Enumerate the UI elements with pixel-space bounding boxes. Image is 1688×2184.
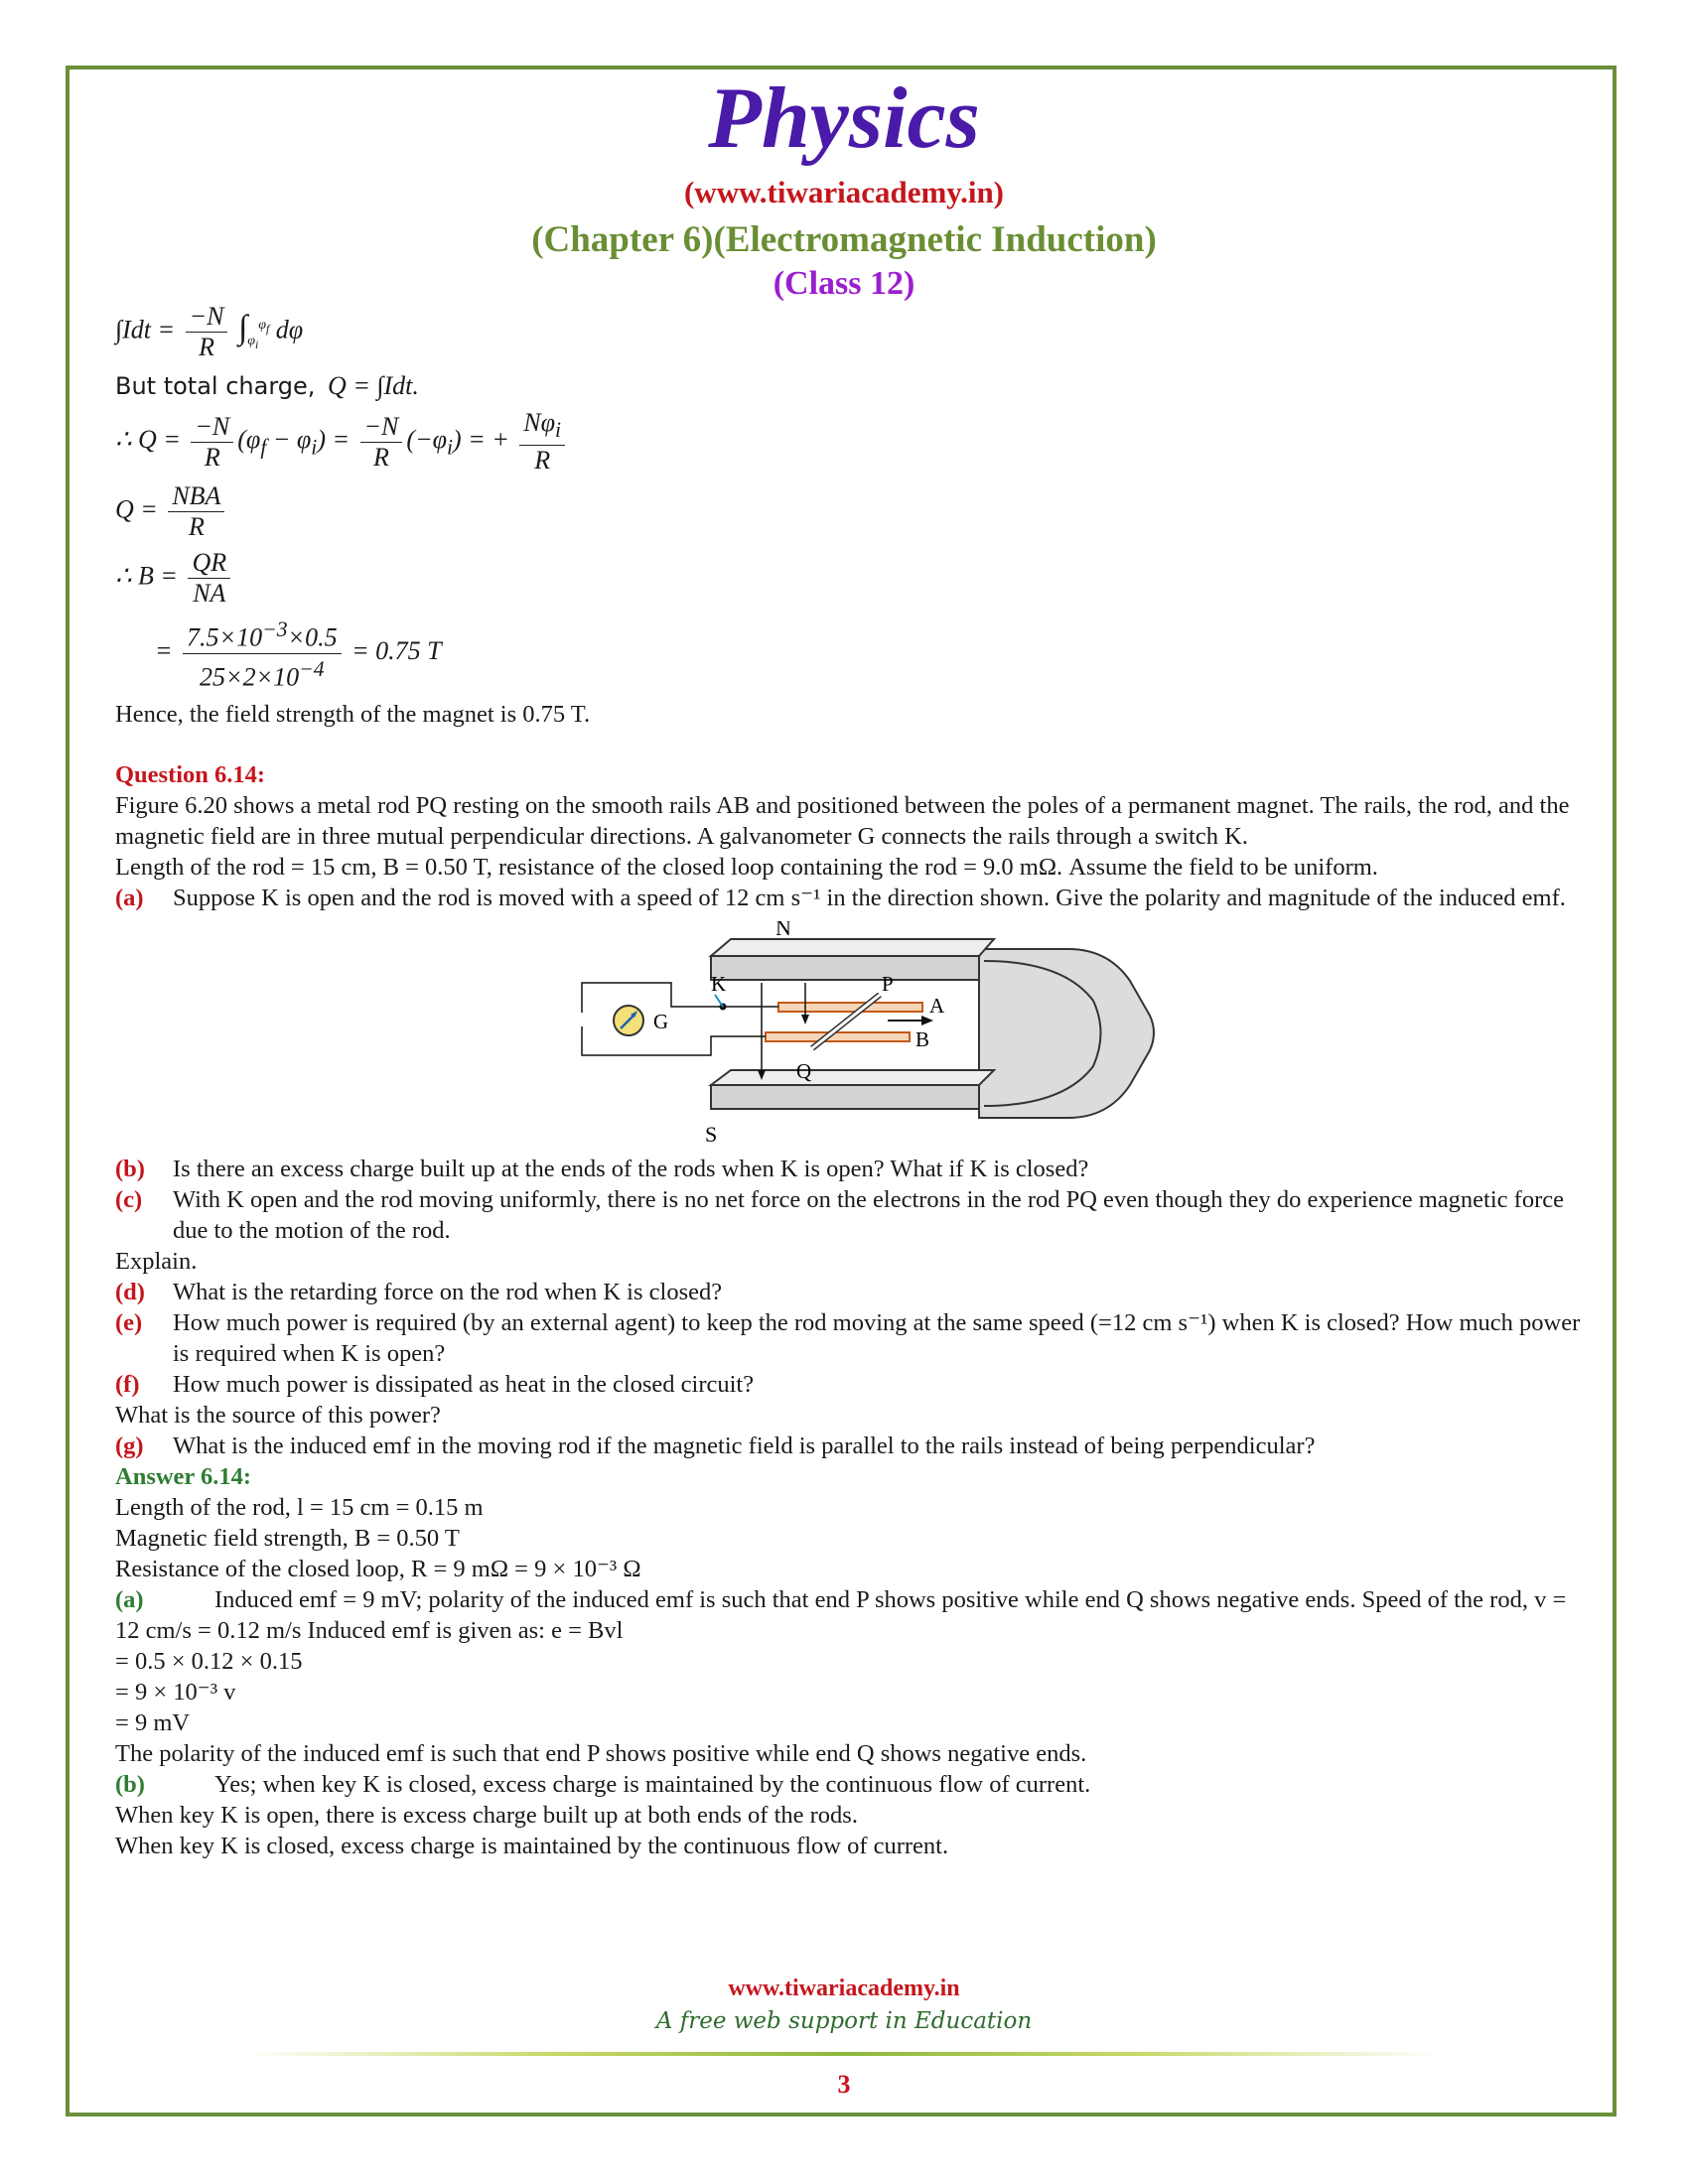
question-part-c (115, 1184, 1585, 1246)
north-pole-top (711, 939, 994, 956)
part-label: (e) (115, 1308, 143, 1336)
page-title: Physics (708, 70, 980, 167)
part-text: How much power is dissipated as heat in the closed circuit? (173, 1370, 755, 1398)
figure-6-20 (115, 921, 1585, 1150)
part-label: (a) (115, 884, 144, 911)
answer-part-text: Induced emf = 9 mV; polarity of the induced emf is such that end P shows positive while end Q shows negative ends. Speed of the rod, v = 12 cm/s = 0.12 m/s Induced emf is given as: e = Bvl (115, 1585, 1567, 1644)
footer-site-link[interactable]: www.tiwariacademy.in (728, 1976, 960, 2001)
equation-integral: ∫Idt = $\frac{-N}{R}$ $\int_{\varphi_i}^{\varphi_f}$ dφ (115, 302, 304, 361)
answer-part-text: Yes; when key K is closed, excess charge is maintained by the continuous flow of current. (214, 1770, 1091, 1798)
chapter-heading: (Chapter 6)(Electromagnetic Induction) (531, 219, 1157, 260)
rail-magnet-diagram (115, 921, 1585, 1150)
answer-part-label: (a) (115, 1585, 144, 1613)
part-label: (g) (115, 1432, 144, 1459)
answer-line: Magnetic field strength, B = 0.50 T (115, 1524, 460, 1552)
wire-top (582, 983, 778, 1013)
magnet-yoke (979, 949, 1154, 1118)
rail-b (766, 1032, 910, 1041)
answer-line: Resistance of the closed loop, R = 9 mΩ = 9 × 10⁻³ Ω (115, 1555, 641, 1582)
answer-line: When key K is closed, excess charge is maintained by the continuous flow of current. (115, 1832, 949, 1859)
part-label: (b) (115, 1155, 145, 1182)
question-intro: Figure 6.20 shows a metal rod PQ resting on the smooth rails AB and positioned between the poles of a permanent magnet. The rails, the rod, and the magnetic field are in three mutual perpendicular directions. A galvanometer G connects the rails through a switch K. (115, 791, 1570, 850)
derivation-conclusion: Hence, the field strength of the magnet is 0.75 T. (115, 700, 591, 728)
wire-bottom (582, 1026, 766, 1055)
question-part-b (115, 1154, 1585, 1184)
equation-q-expanded: ∴ Q = $\frac{-N}{R}$ $(\varphi_f - \varphi_i)$ = $\frac{-N}{R}$ $(-\varphi_i)$ = + $\frac{N\varphi_i}{R}$ (115, 408, 1585, 476)
equation-b: ∴ B = $\frac{QR}{NA}$ (115, 548, 1585, 609)
label-n: N (775, 920, 791, 940)
part-label: (f) (115, 1370, 140, 1398)
answer-part-label: (b) (115, 1770, 145, 1798)
page-header (0, 66, 1688, 303)
label-q: Q (796, 1058, 812, 1083)
total-charge-line (115, 370, 1585, 402)
label-k: K (711, 971, 727, 996)
part-text: What is the induced emf in the moving rod if the magnetic field is parallel to the rails instead of being perpendicular? (173, 1432, 1316, 1459)
answer-calc-line: = 9 × 10⁻³ v (115, 1678, 236, 1706)
question-part-a (115, 883, 1585, 913)
question-part-e (115, 1307, 1585, 1369)
answer-calc-line: = 0.5 × 0.12 × 0.15 (115, 1647, 303, 1675)
label-s: S (705, 1121, 718, 1147)
question-source: What is the source of this power? (115, 1401, 441, 1429)
question-heading: Question 6.14: (115, 760, 266, 788)
answer-line: When key K is open, there is excess charge built up at both ends of the rods. (115, 1801, 858, 1829)
label-a: A (929, 993, 945, 1018)
part-text: What is the retarding force on the rod when K is closed? (173, 1278, 723, 1305)
answer-line: Length of the rod, l = 15 cm = 0.15 m (115, 1493, 484, 1521)
question-given: Length of the rod = 15 cm, B = 0.50 T, resistance of the closed loop containing the rod = 9.0 mΩ. Assume the field to be uniform. (115, 853, 1378, 881)
label-g: G (653, 1009, 669, 1033)
question-explain: Explain. (115, 1247, 198, 1275)
south-pole-top (711, 1070, 994, 1085)
header-site[interactable]: (www.tiwariacademy.in) (683, 175, 1005, 209)
rail-a (778, 1003, 922, 1012)
label-b: B (915, 1026, 930, 1051)
part-text: With K open and the rod moving uniformly, there is no net force on the electrons in the rod PQ even though they do experience magnetic force due to the motion of the rod. (173, 1185, 1564, 1244)
equation-q-nba: Q = $\frac{\text{NBA}}{R}$ (115, 481, 1585, 542)
class-heading: (Class 12) (773, 265, 915, 302)
page-content (115, 298, 1585, 1861)
answer-polarity: The polarity of the induced emf is such that end P shows positive while end Q shows negative ends. (115, 1739, 1087, 1767)
answer-part-b (115, 1769, 1585, 1800)
part-text: Suppose K is open and the rod is moved with a speed of 12 cm s⁻¹ in the direction shown. Give the polarity and magnitude of the induced emf. (173, 884, 1566, 911)
answer-calc-line: = 9 mV (115, 1708, 191, 1736)
equation-b-value: = $\frac{7.5\times 10^{-3}\times 0.5}{25\times 2\times 10^{-4}}$ = 0.75 T (115, 614, 1585, 692)
equation-total-charge: Q = ∫Idt. (321, 371, 419, 400)
answer-heading: Answer 6.14: (115, 1462, 252, 1490)
footer-divider (248, 2052, 1440, 2056)
footer-tagline: A free web support in Education (655, 2008, 1033, 2034)
part-label: (d) (115, 1278, 145, 1305)
part-text: Is there an excess charge built up at the ends of the rods when K is open? What if K is closed? (173, 1155, 1089, 1182)
page-number: 3 (837, 2070, 851, 2099)
part-text: How much power is required (by an external agent) to keep the rod moving at the same speed (=12 cm s⁻¹) when K is closed? How much power is required when K is open? (173, 1308, 1581, 1367)
south-pole-face (711, 1085, 979, 1109)
label-p: P (882, 971, 894, 996)
north-pole-face (711, 956, 979, 980)
part-label: (c) (115, 1185, 143, 1213)
question-part-f (115, 1369, 1585, 1400)
question-part-d (115, 1277, 1585, 1307)
page-footer (0, 1976, 1688, 2100)
total-charge-label: But total charge, (115, 372, 316, 400)
question-part-g (115, 1431, 1585, 1461)
answer-part-a (115, 1584, 1585, 1646)
